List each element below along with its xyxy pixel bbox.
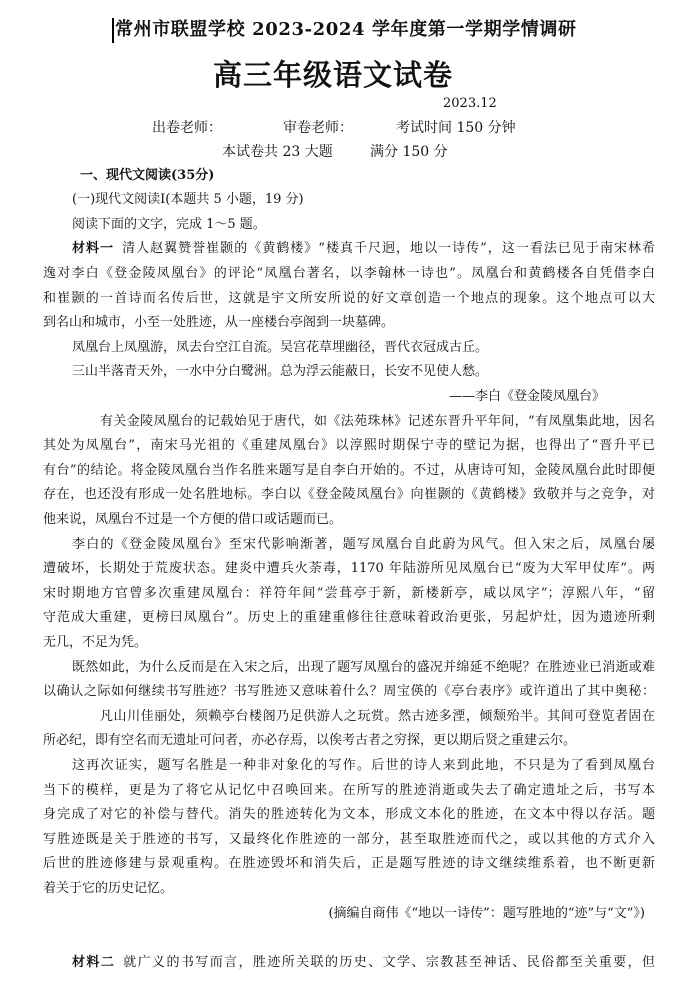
paragraph-line: 这再次证实，题写名胜是一种非对象化的写作。后世的诗人来到此地，不只是为了看到凤凰台	[72, 757, 655, 773]
full-score: 满分 150 分	[370, 144, 448, 160]
material-1-text: 清人赵翼赞誉崔颢的《黄鹤楼》“楼真千尺迥，地以一诗传”，这一看法已见于南宋林希	[122, 241, 655, 257]
reviewer-label: 审卷老师：	[283, 120, 353, 136]
paragraph-line: 后世的胜迹修建与景观重构。在胜迹毁坏和消失后，正是题写胜迹的诗文继续维系着，也不断更新	[43, 856, 655, 872]
material-1-line: 和崔颢的一首诗而名传后世，这就是宇文所安所说的好文章创造一个地点的现象。这个地点可以大	[43, 290, 655, 306]
section-heading: 一、现代文阅读(35分)	[80, 167, 215, 183]
paragraph-line: 无几，不足为凭。	[43, 634, 148, 650]
paragraph-line: 存在，也还没有形成一处名胜地标。李白以《登金陵凤凰台》向崔颢的《黄鹤楼》致敬并与之竞争，对	[43, 487, 655, 503]
quotation-line: 凡山川佳丽处，须赖亭台楼阁乃足供游人之玩赏。然古迹多湮，倾颓殆半。其间可登览者固在	[100, 708, 655, 724]
paragraph-line: 守范成大重建，更榜曰凤凰台”。历史上的重建重修往往意味着政治更张，另起炉灶，因为遗迹所剩	[43, 610, 655, 626]
paragraph-line: 遭破坏，长期处于荒废状态。建炎中遭兵火荼毒，1170 年陆游所见凤凰台已“废为大军甲仗库”。两	[43, 561, 655, 577]
material-1-label: 材料一	[72, 241, 115, 257]
paragraph-line: 写胜迹既是关于胜迹的书写，又最终化作胜迹的一部分，甚至取胜迹而代之，或以其他的方式介入	[43, 831, 655, 847]
exam-title: 高三年级语文试卷	[212, 58, 453, 92]
paragraph-line: 宋时期地方官曾多次重建凤凰台：祥符年间“尝葺亭于新，新楼新亭，咸以凤字”；淳熙八年，“留	[43, 585, 655, 601]
paragraph-line: 李白的《登金陵凤凰台》至宋代影响渐著，题写凤凰台自此蔚为风气。但入宋之后，凤凰台屡	[72, 536, 655, 552]
paragraph-line: 当下的模样，更是为了将它从记忆中召唤回来。在所写的胜迹消逝或失去了确定遗址之后，书写本	[43, 782, 655, 798]
section-subheading: (一)现代文阅读Ⅰ(本题共 5 小题，19 分)	[72, 192, 304, 208]
material-1-line: 到名山和城市，小至一处胜迹，从一座楼台亭阁到一块墓碑。	[43, 315, 395, 331]
text-cursor	[112, 18, 114, 43]
material-1-line	[43, 237, 655, 262]
paragraph-line: 其处为凤凰台”，南宋马光祖的《重建凤凰台》以淳熙时期保宁寺的壁记为据，也得出了“晋升平已	[43, 438, 655, 454]
paragraph-line: 着关于它的历史记忆。	[43, 880, 174, 896]
setter-label: 出卷老师：	[152, 120, 222, 136]
exam-body	[43, 164, 655, 976]
paragraph-line: 既然如此，为什么反而是在入宋之后，出现了题写凤凰台的盛况并绵延不绝呢？在胜迹业已消逝或难	[72, 659, 655, 675]
question-count: 本试卷共 23 大题	[222, 144, 333, 160]
paragraph-line: 有关金陵凤凰台的记载始见于唐代，如《法苑珠林》记述东晋升平年间，“有凤凰集此地，因名	[100, 413, 655, 429]
school-line: 常州市联盟学校 2023-2024 学年度第一学期学情调研	[115, 19, 577, 40]
material-2-text: 就广义的书写而言，胜迹所关联的历史、文学、宗教甚至神话、民俗都至关重要，但	[123, 954, 655, 970]
poem-line: 三山半落青天外，一水中分白鹭洲。总为浮云能蔽日，长安不见使人愁。	[72, 364, 489, 380]
material-2-line	[43, 951, 655, 976]
exam-date: 2023.12	[443, 96, 497, 111]
material-1-source: (摘编自商伟《“地以一诗传”：题写胜地的“迹”与“文”》)	[328, 905, 645, 921]
exam-duration: 考试时间 150 分钟	[396, 120, 516, 136]
poem-attribution: ——李白《登金陵凤凰台》	[448, 389, 605, 405]
poem-line: 凤凰台上凤凰游，凤去台空江自流。吴宫花草埋幽径，晋代衣冠成古丘。	[72, 339, 489, 355]
reading-instruction: 阅读下面的文字，完成 1～5 题。	[72, 216, 266, 232]
material-1-line: 逸对李白《登金陵凤凰台》的评论“凤凰台著名，以李翰林一诗也”。凤凰台和黄鹤楼各自凭借李白	[43, 266, 655, 282]
paragraph-line: 以确认之际如何继续书写胜迹？书写胜迹又意味着什么？周宝偀的《亭台表序》或许道出了其中奥秘：	[43, 684, 655, 700]
quotation-line: 所必纪，即有空名而无遗址可问者，亦必存焉，以俟考古者之穷探，更以期后贤之重建云尔。	[43, 733, 577, 749]
paragraph-line: 身完成了对它的补偿与替代。消失的胜迹转化为文本，形成文本化的胜迹，在文本中得以存活。题	[43, 807, 655, 823]
material-2-label: 材料二	[72, 954, 116, 970]
paragraph-line: 他来说，凤凰台不过是一个方便的借口或话题而已。	[43, 512, 343, 527]
paragraph-line: 有台”的结论。将金陵凤凰台当作名胜来题写是自李白开始的。不过，从唐诗可知，金陵凤凰台此时即便	[43, 462, 655, 478]
blank-line	[43, 926, 655, 951]
